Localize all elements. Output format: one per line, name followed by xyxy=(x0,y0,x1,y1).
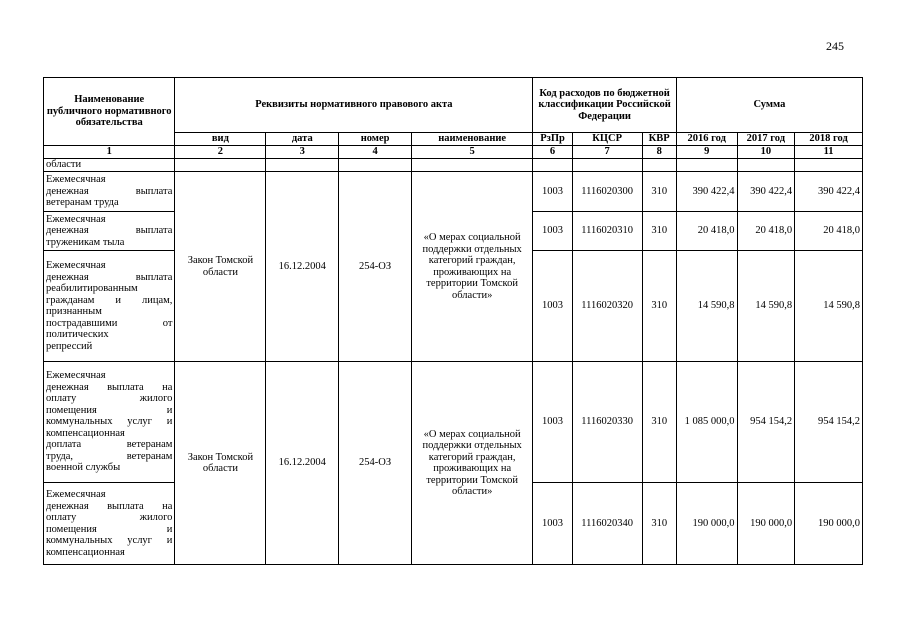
rzpr-cell: 1003 xyxy=(533,212,572,251)
continuation-row xyxy=(44,159,863,172)
column-number: 3 xyxy=(266,146,339,159)
column-number-row xyxy=(44,146,863,159)
header-code: Код расходов по бюджетной классификации Российской Федерации xyxy=(533,78,677,133)
column-number: 9 xyxy=(676,146,737,159)
rzpr-cell: 1003 xyxy=(533,251,572,362)
obligation-name: Ежемесячная денежная выплата ветеранам труда xyxy=(44,172,175,212)
sum-2016: 390 422,4 xyxy=(676,172,737,212)
subheader-cell: 2018 год xyxy=(795,133,863,146)
obligation-name: Ежемесячная денежная выплата реабилитированным гражданам и лицам, признанным пострадавшими от политических репрессий xyxy=(44,251,175,362)
sum-2018: 190 000,0 xyxy=(795,483,863,565)
kcsr-cell: 1116020330 xyxy=(572,362,642,483)
sum-2017: 14 590,8 xyxy=(737,251,795,362)
rzpr-cell: 1003 xyxy=(533,172,572,212)
column-number: 7 xyxy=(572,146,642,159)
kvr-cell: 310 xyxy=(642,212,676,251)
subheader-cell: наименование xyxy=(411,133,532,146)
sum-2018: 20 418,0 xyxy=(795,212,863,251)
sum-2017: 954 154,2 xyxy=(737,362,795,483)
column-number: 8 xyxy=(642,146,676,159)
column-number: 11 xyxy=(795,146,863,159)
header-sum: Сумма xyxy=(676,78,862,133)
act-date: 16.12.2004 xyxy=(266,172,339,362)
act-title: «О мерах социальной поддержки отдельных категорий граждан, проживающих на территории Томской области» xyxy=(411,172,532,362)
sum-2017: 390 422,4 xyxy=(737,172,795,212)
act-type: Закон Томской области xyxy=(175,172,266,362)
sum-2017: 20 418,0 xyxy=(737,212,795,251)
kcsr-cell: 1116020310 xyxy=(572,212,642,251)
table-row xyxy=(44,172,863,212)
obligation-name: Ежемесячная денежная выплата на оплату жилого помещения и коммунальных услуг и компенсационная xyxy=(44,483,175,565)
kcsr-cell: 1116020320 xyxy=(572,251,642,362)
kvr-cell: 310 xyxy=(642,251,676,362)
kvr-cell: 310 xyxy=(642,483,676,565)
subheader-cell: 2017 год xyxy=(737,133,795,146)
kcsr-cell: 1116020340 xyxy=(572,483,642,565)
act-type: Закон Томской области xyxy=(175,362,266,565)
column-number: 4 xyxy=(339,146,412,159)
subheader-cell: дата xyxy=(266,133,339,146)
column-number: 2 xyxy=(175,146,266,159)
column-number: 10 xyxy=(737,146,795,159)
kvr-cell: 310 xyxy=(642,362,676,483)
header-obligation: Наименование публичного нормативного обязательства xyxy=(44,78,175,146)
sum-2018: 390 422,4 xyxy=(795,172,863,212)
header-row xyxy=(44,78,863,133)
sum-2016: 20 418,0 xyxy=(676,212,737,251)
obligations-table xyxy=(43,77,863,565)
page-number: 245 xyxy=(826,39,844,53)
continuation-text: области xyxy=(44,159,175,172)
rzpr-cell: 1003 xyxy=(533,483,572,565)
act-number: 254-ОЗ xyxy=(339,362,412,565)
rzpr-cell: 1003 xyxy=(533,362,572,483)
sum-2016: 1 085 000,0 xyxy=(676,362,737,483)
sum-2016: 190 000,0 xyxy=(676,483,737,565)
table-row xyxy=(44,362,863,483)
subheader-cell: КЦСР xyxy=(572,133,642,146)
kcsr-cell: 1116020300 xyxy=(572,172,642,212)
column-number: 1 xyxy=(44,146,175,159)
subheader-cell: РзПр xyxy=(533,133,572,146)
subheader-cell: номер xyxy=(339,133,412,146)
header-act: Реквизиты нормативного правового акта xyxy=(175,78,533,133)
subheader-cell: 2016 год xyxy=(676,133,737,146)
act-title: «О мерах социальной поддержки отдельных категорий граждан, проживающих на территории Томской области» xyxy=(411,362,532,565)
column-number: 6 xyxy=(533,146,572,159)
subheader-cell: КВР xyxy=(642,133,676,146)
sum-2017: 190 000,0 xyxy=(737,483,795,565)
column-number: 5 xyxy=(411,146,532,159)
act-date: 16.12.2004 xyxy=(266,362,339,565)
obligation-name: Ежемесячная денежная выплата труженикам тыла xyxy=(44,212,175,251)
kvr-cell: 310 xyxy=(642,172,676,212)
sum-2018: 954 154,2 xyxy=(795,362,863,483)
obligation-name: Ежемесячная денежная выплата на оплату жилого помещения и коммунальных услуг и компенсационная доплата ветеранам труда, ветеранам военной службы xyxy=(44,362,175,483)
sum-2018: 14 590,8 xyxy=(795,251,863,362)
act-number: 254-ОЗ xyxy=(339,172,412,362)
sum-2016: 14 590,8 xyxy=(676,251,737,362)
subheader-cell: вид xyxy=(175,133,266,146)
